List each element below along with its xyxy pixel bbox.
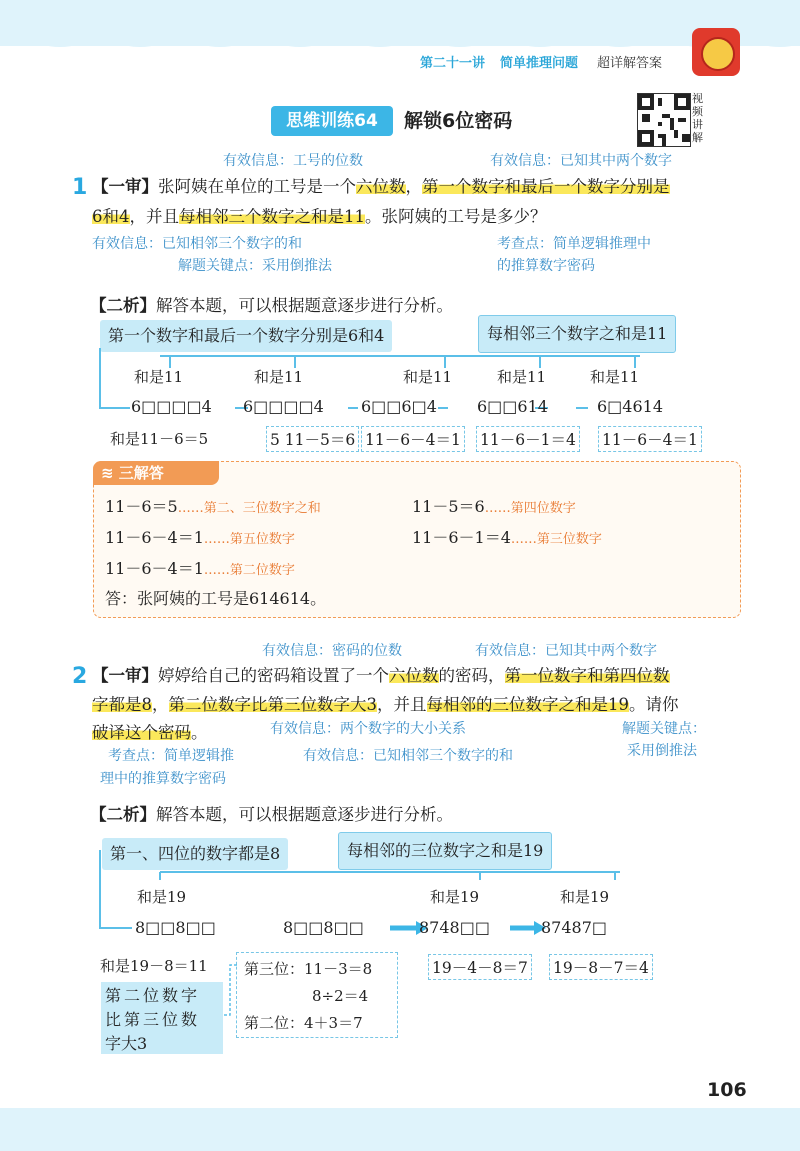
q1-sum-label: 和是11 (254, 368, 304, 386)
q2-line1: 【一审】婷婷给自己的密码箱设置了一个六位数的密码，第一位数字和第四位数 (92, 666, 670, 685)
q1-seq-step4: 6□□614 (477, 397, 548, 416)
q2-note-two-digits: 有效信息：已知其中两个数字 (475, 643, 657, 659)
q1-under-5: 11－6－4＝1 (598, 426, 702, 452)
q2-note-digits: 有效信息：密码的位数 (262, 643, 402, 659)
q2-box-sum: 每相邻的三位数字之和是19 (338, 832, 552, 870)
q1-ans-2: 11－5＝6……第四位数字 (412, 497, 576, 516)
header-topic: 简单推理问题 (500, 56, 579, 71)
q1-sum-label: 和是11 (497, 368, 547, 386)
q1-line1: 【一审】张阿姨在单位的工号是一个六位数，第一个数字和最后一个数字分别是 (92, 177, 670, 196)
q1-number: 1 (72, 175, 88, 200)
q1-sum-label: 和是11 (134, 368, 184, 386)
q2-note-sum: 有效信息：已知相邻三个数字的和 (303, 748, 513, 764)
q1-note-key: 解题关键点：采用倒推法 (178, 258, 332, 274)
q2-under-1: 19－4－8＝7 (428, 954, 532, 980)
q2-number: 2 (72, 664, 88, 689)
q2-under-2: 19－8－7＝4 (549, 954, 653, 980)
q2-calc-half: 8÷2＝4 (312, 987, 369, 1005)
logo-badge-icon (692, 28, 740, 76)
q2-side-connector (224, 960, 238, 1020)
q1-sum-label: 和是11 (590, 368, 640, 386)
q1-under-4: 11－6－1＝4 (476, 426, 580, 452)
q1-note-focus-1: 考查点：简单逻辑推理中 (497, 236, 651, 252)
q2-under-left: 和是19－8＝11 (100, 957, 208, 975)
q1-answer-head: ≋ 三解答 (93, 461, 219, 485)
q2-note-key-1: 解题关键点： (622, 721, 706, 737)
q1-note-focus-2: 的推算数字密码 (497, 258, 595, 274)
q2-seq-step4: 87487□ (541, 918, 608, 937)
q1-under-1: 和是11－6＝5 (110, 430, 209, 448)
q1-seq-step5: 6□4614 (597, 397, 664, 416)
q2-seq-step1: 8□□8□□ (135, 918, 216, 937)
q2-line2: 字都是8，第二位数字比第三位数字大3，并且每相邻的三位数字之和是19。请你 (92, 695, 679, 714)
q2-line3: 破译这个密码。 (92, 723, 208, 742)
header-wave (0, 38, 800, 54)
q1-ans-5: 11－6－4＝1……第二位数字 (105, 559, 295, 578)
page-title: 解锁6位密码 (404, 110, 513, 132)
qr-code-icon[interactable] (637, 93, 691, 147)
q1-note-sum: 有效信息：已知相邻三个数字的和 (92, 236, 302, 252)
q2-calc-third: 第三位：11－3＝8 (244, 960, 373, 978)
footer-band (0, 1108, 800, 1151)
q2-sum-label: 和是19 (560, 888, 610, 906)
q1-analysis: 【二析】解答本题，可以根据题意逐步进行分析。 (90, 296, 453, 315)
q2-sum-label: 和是19 (430, 888, 480, 906)
q1-ans-1: 11－6＝5……第二、三位数字之和 (105, 497, 321, 516)
page-number: 106 (707, 1079, 747, 1101)
q2-calc-second: 第二位：4＋3＝7 (244, 1014, 363, 1032)
q1-box-sum: 每相邻三个数字之和是11 (478, 315, 676, 353)
q2-sum-label: 和是19 (137, 888, 187, 906)
header-lecture: 第二十一讲 (420, 56, 486, 71)
q2-note-key-2: 采用倒推法 (627, 743, 697, 759)
q1-note-two-digits: 有效信息：已知其中两个数字 (490, 153, 672, 169)
q2-seq-step2: 8□□8□□ (283, 918, 364, 937)
q2-note-focus-1: 考查点：简单逻辑推 (108, 748, 234, 764)
q2-side-box: 第二位数字 比第三位数 字大3 (101, 982, 223, 1054)
q1-seq-step1: 6□□□□4 (131, 397, 212, 416)
q2-note-relation: 有效信息：两个数字的大小关系 (270, 721, 466, 737)
q1-under-2: 5 11－5＝6 (266, 426, 359, 452)
qr-label: 视 频 讲 解 (692, 92, 703, 144)
header-answer-tag: 超详解答案 (597, 56, 663, 71)
q1-line2: 6和4，并且每相邻三个数字之和是11。张阿姨的工号是多少？ (92, 207, 547, 226)
q1-under-3: 11－6－4＝1 (361, 426, 465, 452)
q1-final-answer: 答：张阿姨的工号是614614。 (105, 589, 327, 608)
q2-seq-step3: 8748□□ (419, 918, 490, 937)
q2-box-first-fourth: 第一、四位的数字都是8 (102, 838, 288, 870)
q1-ans-4: 11－6－1＝4……第三位数字 (412, 528, 602, 547)
q2-analysis: 【二析】解答本题，可以根据题意逐步进行分析。 (90, 805, 453, 824)
q1-box-first-last: 第一个数字和最后一个数字分别是6和4 (100, 320, 392, 352)
q1-ans-3: 11－6－4＝1……第五位数字 (105, 528, 295, 547)
q1-sum-label: 和是11 (403, 368, 453, 386)
q2-note-focus-2: 理中的推算数字密码 (100, 771, 226, 787)
q1-note-digits: 有效信息：工号的位数 (223, 153, 363, 169)
q1-seq-step3: 6□□6□4 (361, 397, 437, 416)
training-title-pill: 思维训练64 (271, 106, 393, 136)
q1-seq-step2: 6□□□□4 (243, 397, 324, 416)
